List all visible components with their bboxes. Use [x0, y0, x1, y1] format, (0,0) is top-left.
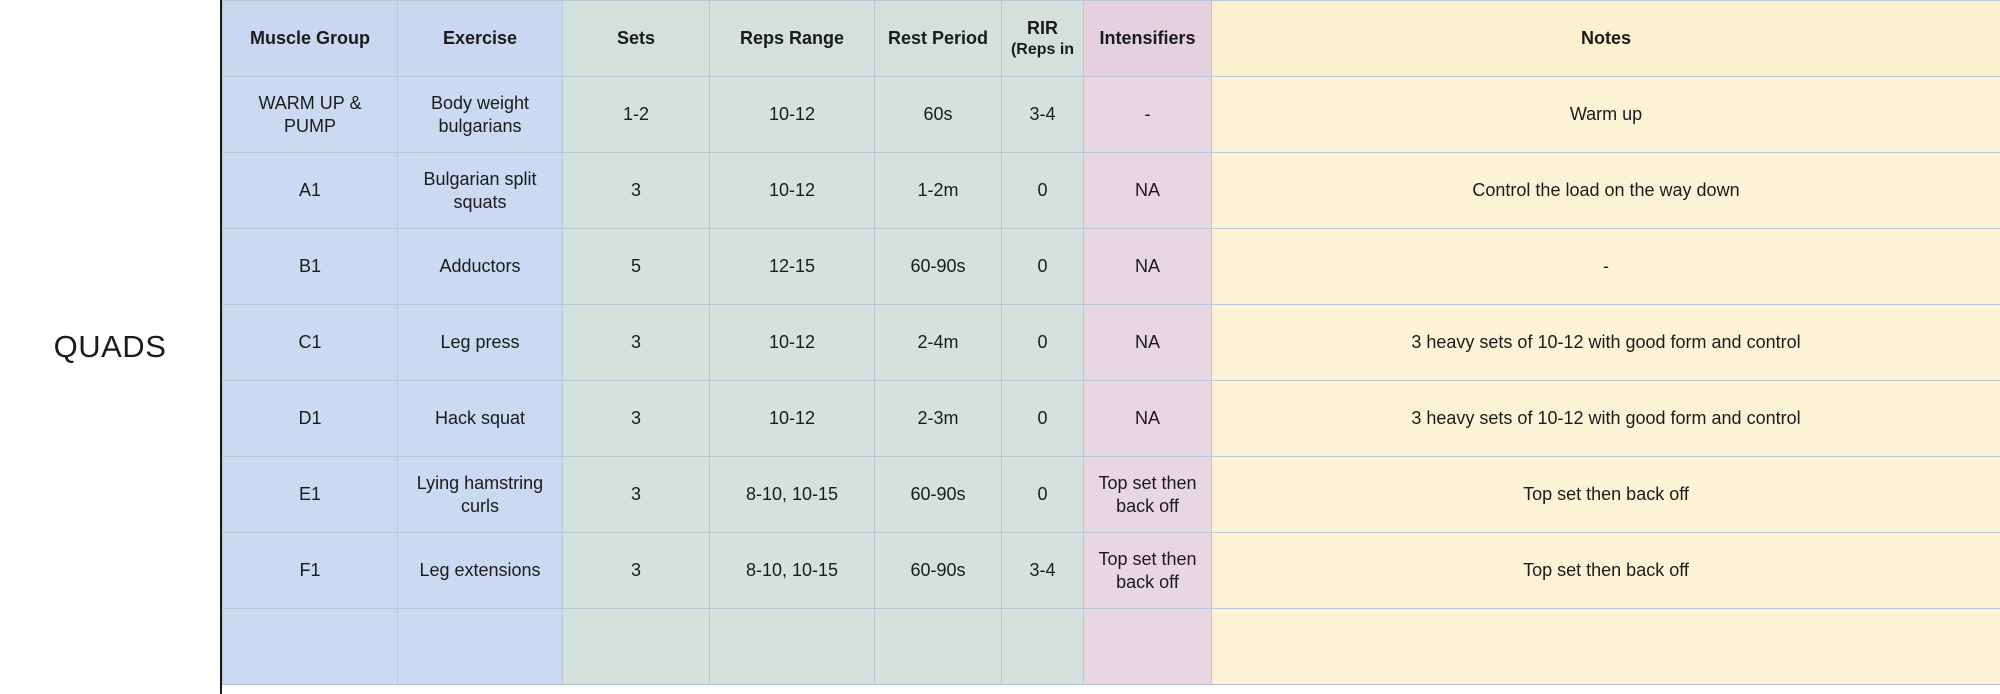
column-header-rir: [1002, 1, 1084, 77]
table-row: [223, 381, 2000, 457]
cell-rest-period: 60-90s: [875, 457, 1002, 533]
cell-notes: [1212, 609, 2000, 685]
cell-notes: Warm up: [1212, 77, 2000, 153]
cell-notes: 3 heavy sets of 10-12 with good form and control: [1212, 305, 2000, 381]
cell-rest-period: 60-90s: [875, 229, 1002, 305]
cell-notes: -: [1212, 229, 2000, 305]
cell-exercise: Hack squat: [398, 381, 563, 457]
cell-rest-period: 2-4m: [875, 305, 1002, 381]
cell-exercise: Adductors: [398, 229, 563, 305]
cell-notes: Top set then back off: [1212, 533, 2000, 609]
table-row: [223, 153, 2000, 229]
column-header-notes: Notes: [1212, 1, 2000, 77]
cell-rir: 0: [1002, 305, 1084, 381]
cell-rir: 0: [1002, 229, 1084, 305]
cell-rir: 3-4: [1002, 533, 1084, 609]
cell-rest-period: 60-90s: [875, 533, 1002, 609]
plan-table-wrap: [222, 0, 2000, 694]
cell-rest-period: 1-2m: [875, 153, 1002, 229]
cell-reps-range: 12-15: [710, 229, 875, 305]
cell-sets: 3: [563, 457, 710, 533]
cell-intensifiers: Top set then back off: [1084, 533, 1212, 609]
column-header-rir-sub: (Reps in: [1010, 40, 1075, 58]
column-header-rir-main: RIR: [1027, 18, 1058, 39]
cell-sets: 3: [563, 305, 710, 381]
cell-rir: 3-4: [1002, 77, 1084, 153]
table-header-row: [223, 1, 2000, 77]
cell-exercise: Leg extensions: [398, 533, 563, 609]
cell-muscle-group: WARM UP & PUMP: [223, 77, 398, 153]
cell-intensifiers: NA: [1084, 229, 1212, 305]
column-header-muscle-group: Muscle Group: [223, 1, 398, 77]
cell-muscle-group: B1: [223, 229, 398, 305]
cell-reps-range: 10-12: [710, 77, 875, 153]
table-row: [223, 305, 2000, 381]
table-body: [223, 77, 2000, 685]
cell-muscle-group: E1: [223, 457, 398, 533]
cell-muscle-group: C1: [223, 305, 398, 381]
cell-intensifiers: -: [1084, 77, 1212, 153]
cell-sets: 1-2: [563, 77, 710, 153]
cell-muscle-group: D1: [223, 381, 398, 457]
cell-intensifiers: NA: [1084, 153, 1212, 229]
table-row: [223, 77, 2000, 153]
table-row: [223, 609, 2000, 685]
cell-muscle-group: A1: [223, 153, 398, 229]
cell-exercise: Lying hamstring curls: [398, 457, 563, 533]
column-header-intensifiers: Intensifiers: [1084, 1, 1212, 77]
table-header: [223, 1, 2000, 77]
column-header-reps-range: Reps Range: [710, 1, 875, 77]
workout-table: [222, 0, 2000, 685]
cell-intensifiers: Top set then back off: [1084, 457, 1212, 533]
table-row: [223, 533, 2000, 609]
table-row: [223, 457, 2000, 533]
cell-notes: 3 heavy sets of 10-12 with good form and control: [1212, 381, 2000, 457]
cell-sets: 3: [563, 533, 710, 609]
table-row: [223, 229, 2000, 305]
cell-reps-range: 10-12: [710, 153, 875, 229]
cell-sets: 3: [563, 381, 710, 457]
cell-reps-range: 8-10, 10-15: [710, 457, 875, 533]
cell-notes: Control the load on the way down: [1212, 153, 2000, 229]
cell-sets: 5: [563, 229, 710, 305]
cell-notes: Top set then back off: [1212, 457, 2000, 533]
cell-rir: [1002, 609, 1084, 685]
cell-reps-range: 10-12: [710, 381, 875, 457]
cell-intensifiers: NA: [1084, 305, 1212, 381]
column-header-sets: Sets: [563, 1, 710, 77]
column-header-rest-period: Rest Period: [875, 1, 1002, 77]
cell-reps-range: 8-10, 10-15: [710, 533, 875, 609]
cell-exercise: Bulgarian split squats: [398, 153, 563, 229]
cell-intensifiers: NA: [1084, 381, 1212, 457]
cell-rir: 0: [1002, 457, 1084, 533]
cell-exercise: Body weight bulgarians: [398, 77, 563, 153]
cell-exercise: Leg press: [398, 305, 563, 381]
cell-sets: [563, 609, 710, 685]
muscle-group-panel: [0, 0, 222, 694]
cell-rir: 0: [1002, 153, 1084, 229]
cell-rest-period: 2-3m: [875, 381, 1002, 457]
column-header-exercise: Exercise: [398, 1, 563, 77]
cell-rest-period: [875, 609, 1002, 685]
cell-intensifiers: [1084, 609, 1212, 685]
cell-exercise: [398, 609, 563, 685]
cell-muscle-group: [223, 609, 398, 685]
cell-muscle-group: F1: [223, 533, 398, 609]
cell-reps-range: 10-12: [710, 305, 875, 381]
cell-sets: 3: [563, 153, 710, 229]
cell-rir: 0: [1002, 381, 1084, 457]
cell-rest-period: 60s: [875, 77, 1002, 153]
page-title: QUADS: [53, 329, 167, 364]
cell-reps-range: [710, 609, 875, 685]
